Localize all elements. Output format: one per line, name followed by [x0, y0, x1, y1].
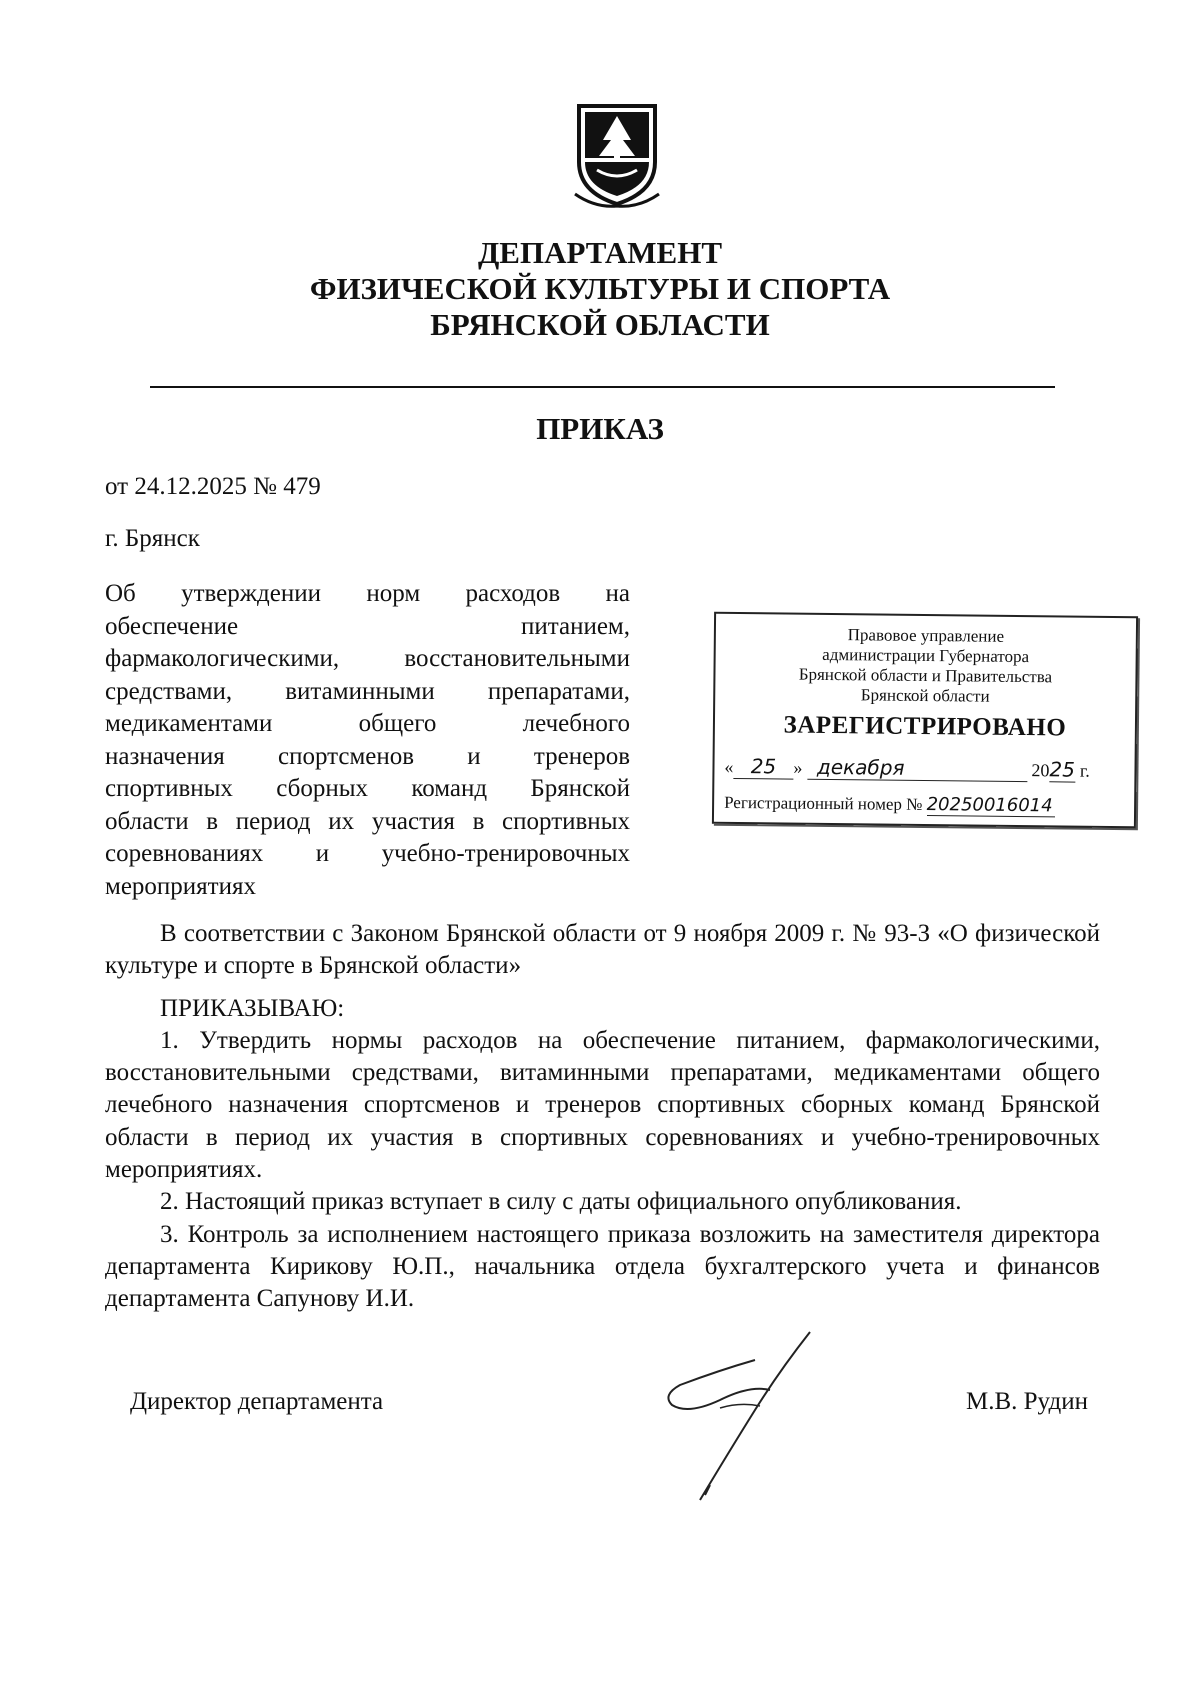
signatory-title: Директор департамента [130, 1388, 384, 1415]
department-name-line-1: ДЕПАРТАМЕНТ [477, 235, 723, 270]
subject-line: спортивных сборных команд Брянской [105, 775, 630, 802]
subject-line: соревнованиях и учебно-тренировочных [105, 840, 630, 867]
stamp-reg-label: Регистрационный номер № [724, 792, 923, 814]
subject-line: медикаментами общего лечебного [105, 710, 630, 737]
handwritten-signature [660, 1330, 830, 1505]
subject-line: средствами, витаминными препаратами, [105, 677, 630, 705]
subject-line: фармакологическими, восстановительными [105, 645, 630, 672]
city: г. Брянск [105, 525, 200, 552]
stamp-org-line-1: Правовое управление [847, 625, 1005, 646]
registration-stamp [712, 612, 1138, 828]
preamble: В соответствии с Законом Брянской области от 9 ноября 2009 г. № 93-З «О физической культуре и спорте в Брянской области» [105, 920, 1100, 980]
stamp-year-unit: г. [1079, 760, 1090, 781]
stamp-status: ЗАРЕГИСТРИРОВАНО [783, 711, 1067, 742]
stamp-date-row: « 25 » декабря 2025 г. [724, 754, 1090, 782]
order-item-3: 3. Контроль за исполнением настоящего приказа возложить на заместителя директора департамента Кирикову Ю.П., начальника отдела бухгалтерского учета и финансов департамента Сапунову И.И. [105, 1220, 1100, 1313]
stamp-org-line-4: Брянской области [860, 685, 990, 706]
stamp-reg-number-row [724, 792, 1124, 818]
stamp-org-line-3: Брянской области и Правительства [798, 664, 1053, 687]
stamp-month: декабря [807, 755, 1027, 782]
order-item-1: 1. Утвердить нормы расходов на обеспечение питанием, фармакологическими, восстановительными средствами, витаминными препаратами, медикаментами общего лечебного назначения спортсменов и тренеров спортивных сборных команд Брянской области в период их участия в спортивных соревнованиях и учебно-тренировочных мероприятиях. [105, 1026, 1100, 1184]
subject-line: Об утверждении норм расходов на [105, 580, 630, 607]
subject-line: обеспечение питанием, [105, 612, 630, 640]
stamp-org-line-2: администрации Губернатора [822, 644, 1030, 667]
subject-line: мероприятиях [105, 872, 256, 900]
stamp-day: 25 [733, 754, 793, 780]
order-subject [105, 578, 630, 903]
order-word: ПРИКАЗЫВАЮ: [160, 994, 345, 1022]
stamp-reg-number: 20250016014 [927, 794, 1055, 817]
subject-line: области в период их участия в спортивных [105, 807, 630, 835]
order-item-2: 2. Настоящий приказ вступает в силу с даты официального опубликования. [160, 1188, 962, 1216]
date-and-number: от 24.12.2025 № 479 [105, 473, 321, 500]
coat-of-arms-emblem [573, 100, 661, 210]
document-type-title: ПРИКАЗ [536, 411, 664, 446]
department-name-line-2: ФИЗИЧЕСКОЙ КУЛЬТУРЫ И СПОРТА [309, 271, 891, 306]
department-name-line-3: БРЯНСКОЙ ОБЛАСТИ [430, 307, 770, 342]
signatory-name: М.В. Рудин [966, 1388, 1088, 1415]
document-body [105, 918, 1100, 1316]
stamp-year-suffix: 25 [1049, 757, 1076, 782]
header-divider [150, 386, 1055, 388]
stamp-year-prefix: 20 [1031, 760, 1050, 781]
subject-line: назначения спортсменов и тренеров [105, 742, 630, 770]
